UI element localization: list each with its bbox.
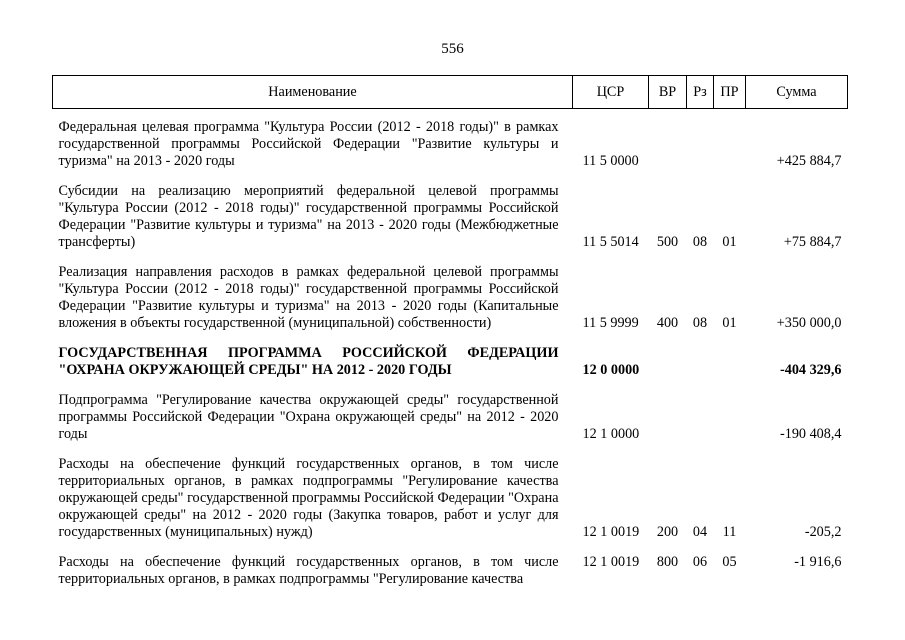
row-csr: 12 1 0019 (582, 524, 640, 540)
table-row (53, 443, 848, 541)
row-sum: +75 884,7 (783, 234, 842, 250)
row-rz (687, 379, 714, 443)
row-rz: 04 (692, 524, 708, 540)
budget-table (52, 75, 848, 588)
header-sum: Сумма (746, 76, 848, 109)
row-name: Федеральная целевая программа "Культура России (2012 - 2018 годы)" в рамках государственной программы Российской Федерации "Развитие культуры и туризма" на 2013 - 2020 годы (58, 119, 559, 169)
table-header-row (53, 76, 848, 109)
row-sum: -205,2 (804, 524, 842, 540)
row-pr (714, 332, 746, 379)
row-pr (714, 379, 746, 443)
table-row-program-header (53, 332, 848, 379)
row-vr: 500 (656, 234, 679, 250)
row-rz (687, 332, 714, 379)
row-sum: -190 408,4 (780, 426, 842, 442)
row-csr: 12 0 0000 (582, 362, 640, 378)
row-csr: 12 1 0000 (582, 426, 640, 442)
page-number: 556 (441, 41, 464, 57)
table-row (53, 379, 848, 443)
row-sum: -1 916,6 (794, 554, 842, 570)
row-vr (649, 332, 687, 379)
row-csr: 11 5 5014 (582, 234, 639, 250)
row-pr: 05 (722, 554, 737, 570)
row-name-line-1: ГОСУДАРСТВЕННАЯ ПРОГРАММА РОССИЙСКОЙ ФЕДЕРАЦИИ (58, 345, 559, 361)
row-pr (714, 109, 746, 171)
row-vr: 800 (656, 554, 679, 570)
table-row (53, 109, 848, 171)
row-sum: +425 884,7 (776, 153, 842, 169)
row-rz: 08 (692, 315, 708, 331)
header-name: Наименование (53, 76, 573, 109)
row-csr: 12 1 0019 (582, 554, 640, 570)
row-pr: 01 (722, 315, 737, 331)
row-vr (649, 109, 687, 171)
row-name (53, 332, 573, 379)
table-row (53, 170, 848, 251)
row-rz (687, 109, 714, 171)
header-rz: Рз (687, 76, 714, 109)
row-name: Реализация направления расходов в рамках федеральной целевой программы "Культура России (2012 - 2018 годы)" государственной программы Российской Федерации "Развитие культуры и туризма" на 2013 - 2020 годы (Капитальные вложения в объекты государственной (муниципальной) собственности) (58, 264, 559, 331)
table-row (53, 251, 848, 332)
row-rz: 06 (692, 554, 708, 570)
table-row (53, 541, 848, 588)
row-rz: 08 (692, 234, 708, 250)
header-vr: ВР (649, 76, 687, 109)
row-pr: 11 (722, 524, 737, 540)
row-sum: +350 000,0 (776, 315, 842, 331)
row-vr (649, 379, 687, 443)
header-csr: ЦСР (573, 76, 649, 109)
row-name: Подпрограмма "Регулирование качества окружающей среды" государственной программы Российской Федерации "Охрана окружающей среды" на 2012 - 2020 годы (58, 392, 559, 442)
row-sum: -404 329,6 (780, 362, 842, 378)
row-pr: 01 (722, 234, 737, 250)
row-csr: 11 5 9999 (582, 315, 639, 331)
row-name: Расходы на обеспечение функций государственных органов, в том числе территориальных органов, в рамках подпрограммы "Регулирование качества (58, 554, 559, 587)
row-vr: 400 (656, 315, 679, 331)
row-vr: 200 (656, 524, 679, 540)
row-name: Расходы на обеспечение функций государственных органов, в том числе территориальных органов, в рамках подпрограммы "Регулирование качества окружающей среды" государственной программы Российской Федерации "Охрана окружающей среды" на 2012 - 2020 годы (Закупка товаров, работ и услуг для государственных (муниципальных) нужд) (58, 456, 559, 540)
row-csr: 11 5 0000 (582, 153, 639, 169)
header-pr: ПР (714, 76, 746, 109)
row-name: Субсидии на реализацию мероприятий федеральной целевой программы "Культура России (2012 - 2018 годы)" государственной программы Российской Федерации "Развитие культуры и туризма" на 2013 - 2020 годы (Межбюджетные трансферты) (58, 183, 559, 250)
row-name-line-2: "ОХРАНА ОКРУЖАЮЩЕЙ СРЕДЫ" НА 2012 - 2020 ГОДЫ (58, 362, 452, 378)
